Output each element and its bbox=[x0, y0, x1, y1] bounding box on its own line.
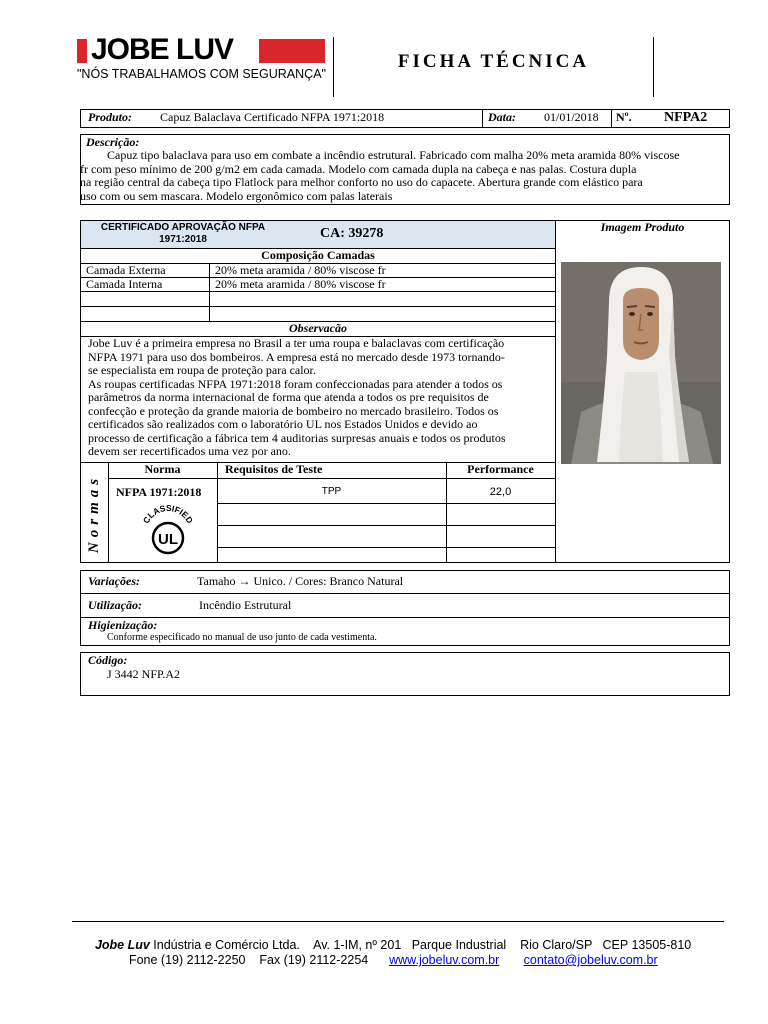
logo bbox=[77, 33, 327, 67]
composicao-row-value: 20% meta aramida / 80% viscose fr bbox=[215, 263, 386, 277]
certificado-title-line1: CERTIFICADO APROVAÇÃO NFPA bbox=[100, 222, 266, 233]
composicao-row-label: Camada Interna bbox=[86, 277, 163, 291]
logo-red-bar-right bbox=[259, 39, 325, 63]
footer-address: Indústria e Comércio Ltda. Av. 1-IM, nº 201 Parque Industrial Rio Claro/SP CEP 13505-810 bbox=[149, 938, 692, 952]
normas-side-text: Normas bbox=[86, 473, 102, 553]
ul-classified-text: CLASSIFIED bbox=[140, 503, 196, 526]
norma-value: NFPA 1971:2018 bbox=[116, 485, 202, 499]
divider bbox=[217, 547, 555, 548]
composicao-row-label: Camada Externa bbox=[86, 263, 166, 277]
ul-mark-text: UL bbox=[158, 531, 178, 548]
divider bbox=[108, 478, 555, 479]
ul-classified-logo bbox=[138, 503, 198, 558]
certificado-title bbox=[90, 222, 276, 246]
footer-website-link[interactable]: www.jobeluv.com.br bbox=[389, 953, 500, 967]
codigo-value: J 3442 NFP.A2 bbox=[107, 667, 181, 681]
imagem-produto-label: Imagem Produto bbox=[600, 220, 685, 234]
divider bbox=[217, 503, 555, 504]
footer-phone: Fone (19) 2112-2250 Fax (19) 2112-2254 bbox=[128, 953, 369, 967]
page-title: FICHA TÉCNICA bbox=[397, 51, 590, 72]
observacao-line: certificados são realizados com o laboratório UL nos Estados Unidos e devido ao bbox=[88, 417, 478, 431]
divider bbox=[555, 220, 556, 563]
divider bbox=[217, 525, 555, 526]
divider bbox=[482, 109, 483, 128]
divider bbox=[209, 263, 210, 321]
observacao-line: NFPA 1971 para uso dos bombeiros. A empresa está no mercado desde 1973 tornando- bbox=[88, 349, 505, 364]
certificado-title-line2: 1971:2018 bbox=[159, 234, 207, 245]
observacao-title: Observacão bbox=[289, 321, 347, 335]
numero-label: Nº. bbox=[616, 110, 632, 124]
normas-side-label bbox=[81, 463, 108, 563]
requisito-value: TPP bbox=[321, 486, 342, 497]
footer-line2 bbox=[122, 938, 658, 968]
performance-value: 22,0 bbox=[489, 486, 512, 498]
col-performance: Performance bbox=[467, 462, 534, 476]
footer-divider bbox=[72, 921, 724, 922]
observacao-text bbox=[88, 337, 553, 459]
descricao-line: na região central da cabeça tipo Flatlock para melhor conforto no uso do capacete. Abertura grande com elástico para bbox=[80, 175, 643, 189]
composicao-row-value: 20% meta aramida / 80% viscose fr bbox=[215, 277, 386, 291]
slogan: "NÓS TRABALHAMOS COM SEGURANÇA" bbox=[77, 67, 326, 81]
descricao-line: uso com ou sem mascara. Modelo ergonômico com palas laterais bbox=[80, 188, 393, 203]
observacao-line: processo de certificação a fábrica tem 4 auditorias surpresas anuais e todos os produtos bbox=[88, 430, 506, 445]
logo-red-bar-left bbox=[77, 39, 87, 63]
higienizacao-label: Higienização: bbox=[88, 618, 158, 632]
data-label: Data: bbox=[488, 110, 516, 124]
numero-value: NFPA2 bbox=[664, 110, 708, 125]
product-photo bbox=[561, 262, 721, 464]
descricao-line: fr com peso mínimo de 200 g/m2 em cada camada. Modelo com camada dupla na cabeça e nas palas. Costura dupla bbox=[80, 161, 637, 176]
balaclava-photo-illustration bbox=[561, 262, 721, 464]
logo-text: JOBE LUV bbox=[91, 33, 234, 66]
observacao-line: Jobe Luv é a primeira empresa no Brasil a ter uma roupa e balaclavas com certificação bbox=[88, 336, 505, 350]
observacao-line: devem ser recertificados uma vez por ano. bbox=[88, 444, 291, 458]
ul-mark-icon bbox=[138, 503, 198, 558]
observacao-line: se especialista em roupa de proteção para calor. bbox=[88, 363, 316, 377]
divider bbox=[80, 306, 555, 307]
codigo-label: Código: bbox=[88, 653, 128, 667]
produto-value: Capuz Balaclava Certificado NFPA 1971:2018 bbox=[160, 110, 385, 124]
utilizacao-label: Utilização: bbox=[88, 598, 142, 612]
footer-email-link[interactable]: contato@jobeluv.com.br bbox=[523, 953, 658, 967]
descricao-text bbox=[80, 148, 727, 203]
ca-number: CA: 39278 bbox=[320, 226, 384, 241]
variacoes-value: Tamaho → Unico. / Cores: Branco Natural bbox=[197, 574, 404, 588]
header-divider-right bbox=[653, 37, 654, 97]
col-norma: Norma bbox=[144, 462, 181, 476]
produto-label: Produto: bbox=[88, 110, 133, 124]
utilizacao-value: Incêndio Estrutural bbox=[199, 598, 292, 612]
descricao-label: Descrição: bbox=[86, 135, 140, 149]
higienizacao-value: Conforme especificado no manual de uso junto de cada vestimenta. bbox=[107, 632, 377, 643]
divider bbox=[80, 593, 730, 594]
variacoes-label: Variações: bbox=[88, 574, 140, 588]
divider bbox=[611, 109, 612, 128]
composicao-title: Composição Camadas bbox=[261, 248, 375, 262]
observacao-line: As roupas certificadas NFPA 1971:2018 foram confeccionadas para atender a todos os bbox=[88, 376, 503, 391]
observacao-line: confecção e proteção da grande maioria de bombeiro no mercado brasileiro. Todos os bbox=[88, 403, 499, 418]
descricao-line: Capuz tipo balaclava para uso em combate a incêndio estrutural. Fabricado com malha 20% meta aramida 80% viscose bbox=[107, 148, 680, 162]
data-value: 01/01/2018 bbox=[544, 110, 599, 124]
col-requisitos: Requisitos de Teste bbox=[225, 462, 323, 476]
observacao-line: parâmetros da norma internacional de forma que atenda a todos os pre requisitos de bbox=[88, 390, 489, 404]
footer-company: Jobe Luv bbox=[94, 938, 150, 952]
divider bbox=[80, 617, 730, 618]
